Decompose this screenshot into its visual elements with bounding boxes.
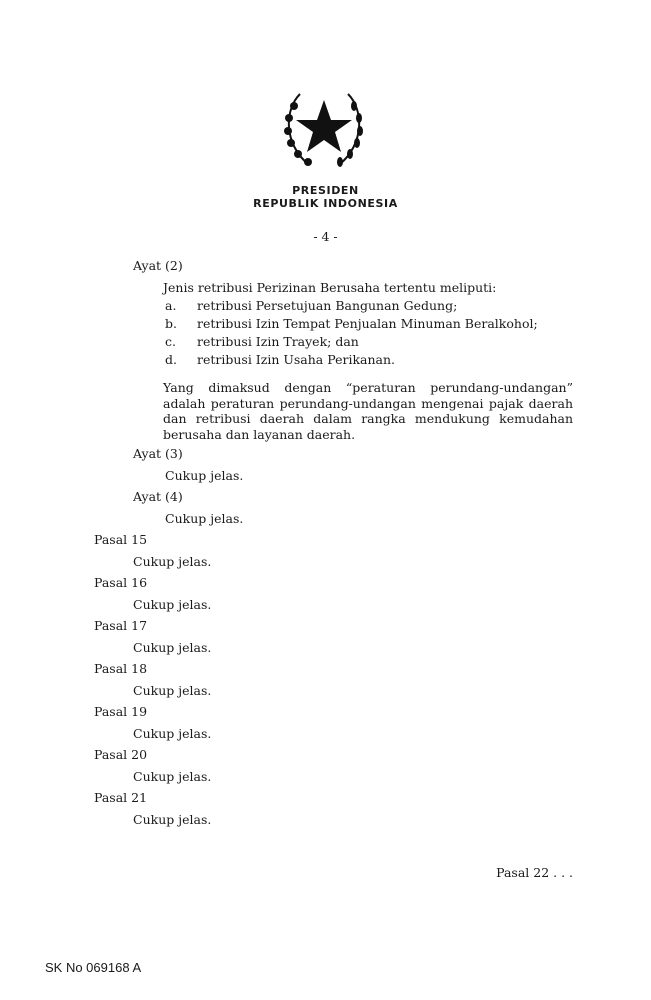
pasal-19-text: Cukup jelas. — [133, 726, 212, 741]
page-number: - 4 - — [313, 229, 338, 244]
pasal-18-label: Pasal 18 — [94, 661, 148, 676]
ayat-4-label: Ayat (4) — [133, 489, 183, 504]
list-marker: d. — [165, 352, 177, 367]
pasal-16-label: Pasal 16 — [94, 575, 148, 590]
ayat-2-paragraph: Yang dimaksud dengan “peraturan perundang-undangan” adalah peraturan perundang-undangan mengenai pajak daerah dan retribusi daerah dalam rangka mendukung kemudahan berusaha dan layanan daerah. — [163, 380, 573, 442]
pasal-15-label: Pasal 15 — [94, 532, 148, 547]
pasal-18-text: Cukup jelas. — [133, 683, 212, 698]
list-marker: b. — [165, 316, 177, 331]
list-item: retribusi Izin Trayek; dan — [197, 334, 359, 349]
garuda-star-emblem-icon — [278, 82, 370, 174]
pasal-16-text: Cukup jelas. — [133, 597, 212, 612]
header-line-1: PRESIDEN — [292, 184, 359, 197]
footer-code: SK No 069168 A — [45, 960, 142, 975]
list-item: retribusi Persetujuan Bangunan Gedung; — [197, 298, 458, 313]
list-marker: c. — [165, 334, 176, 349]
ayat-2-intro: Jenis retribusi Perizinan Berusaha tertentu meliputi: — [163, 280, 497, 295]
pasal-20-label: Pasal 20 — [94, 747, 148, 762]
ayat-3-text: Cukup jelas. — [165, 468, 244, 483]
pasal-17-text: Cukup jelas. — [133, 640, 212, 655]
pasal-21-text: Cukup jelas. — [133, 812, 212, 827]
continuation-marker: Pasal 22 . . . — [496, 865, 573, 880]
ayat-2-label: Ayat (2) — [133, 258, 183, 273]
pasal-21-label: Pasal 21 — [94, 790, 148, 805]
pasal-15-text: Cukup jelas. — [133, 554, 212, 569]
ayat-3-label: Ayat (3) — [133, 446, 183, 461]
pasal-20-text: Cukup jelas. — [133, 769, 212, 784]
list-item: retribusi Izin Usaha Perikanan. — [197, 352, 396, 367]
ayat-4-text: Cukup jelas. — [165, 511, 244, 526]
list-marker: a. — [165, 298, 177, 313]
pasal-17-label: Pasal 17 — [94, 618, 148, 633]
header-line-2: REPUBLIK INDONESIA — [253, 197, 398, 210]
list-item: retribusi Izin Tempat Penjualan Minuman Beralkohol; — [197, 316, 538, 331]
pasal-19-label: Pasal 19 — [94, 704, 148, 719]
